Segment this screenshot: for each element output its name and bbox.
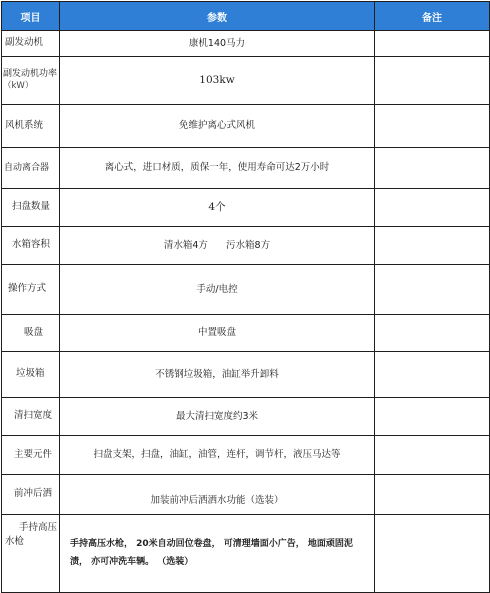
row-label: 手持高压水枪 xyxy=(2,515,60,593)
row-value: 免维护离心式风机 xyxy=(60,105,375,148)
table-row xyxy=(2,31,490,57)
row-value: 离心式，进口材质，质保一年，使用寿命可达2万小时 xyxy=(60,148,375,189)
table-row xyxy=(2,105,490,148)
row-label: 清扫宽度 xyxy=(2,398,60,436)
table-row xyxy=(2,227,490,265)
table-row xyxy=(2,475,490,515)
header-param: 参数 xyxy=(60,2,375,31)
row-value: 扫盘支架，扫盘，油缸，油管，连杆，调节杆，液压马达等 xyxy=(60,436,375,475)
row-label: 风机系统 xyxy=(2,105,60,148)
row-note xyxy=(375,315,490,352)
row-value: 4个 xyxy=(60,189,375,227)
row-note xyxy=(375,148,490,189)
row-label: 扫盘数量 xyxy=(2,189,60,227)
row-note xyxy=(375,227,490,265)
spec-table xyxy=(1,1,490,593)
row-note xyxy=(375,475,490,515)
row-value: 清水箱4方 污水箱8方 xyxy=(60,227,375,265)
row-label: 自动离合器 xyxy=(2,148,60,189)
row-value: 中置吸盘 xyxy=(60,315,375,352)
header-note: 备注 xyxy=(375,2,490,31)
row-label: 副发动机功率 xyxy=(3,69,58,80)
table-row xyxy=(2,515,490,593)
row-note xyxy=(375,105,490,148)
row-value: 康机140马力 xyxy=(60,31,375,57)
row-note xyxy=(375,352,490,398)
row-value: 加装前冲后洒洒水功能（选装） xyxy=(60,475,375,515)
row-note xyxy=(375,31,490,57)
row-value: 最大清扫宽度约3米 xyxy=(60,398,375,436)
table-row xyxy=(2,352,490,398)
row-label: 垃圾箱 xyxy=(2,352,60,398)
row-note xyxy=(375,265,490,315)
row-value: 手动/电控 xyxy=(60,265,375,315)
row-label: 主要元件 xyxy=(2,436,60,475)
row-value: 不锈钢垃圾箱，油缸举升卸料 xyxy=(60,352,375,398)
row-value: 手持高压水枪， 20米自动回位卷盘， 可清理墙面小广告， 地面顽固泥渍， 亦可冲洗车辆。 （选装） xyxy=(60,515,375,593)
row-note xyxy=(375,436,490,475)
row-label: 副发动机 xyxy=(2,31,60,57)
row-label-unit: （kW） xyxy=(3,81,34,92)
row-note xyxy=(375,189,490,227)
table-row xyxy=(2,148,490,189)
row-label: 吸盘 xyxy=(2,315,60,352)
row-label: 前冲后洒 xyxy=(2,475,60,515)
table-row xyxy=(2,315,490,352)
row-label-cell xyxy=(2,57,60,105)
table-row xyxy=(2,57,490,105)
row-note xyxy=(375,515,490,593)
row-label: 水箱容积 xyxy=(2,227,60,265)
row-label: 操作方式 xyxy=(2,265,60,315)
header-item: 项目 xyxy=(2,2,60,31)
header-row xyxy=(2,2,490,31)
row-note xyxy=(375,398,490,436)
table-row xyxy=(2,265,490,315)
row-note xyxy=(375,57,490,105)
row-value: 103kw xyxy=(60,57,375,105)
table-row xyxy=(2,189,490,227)
table-row xyxy=(2,398,490,436)
table-row xyxy=(2,436,490,475)
